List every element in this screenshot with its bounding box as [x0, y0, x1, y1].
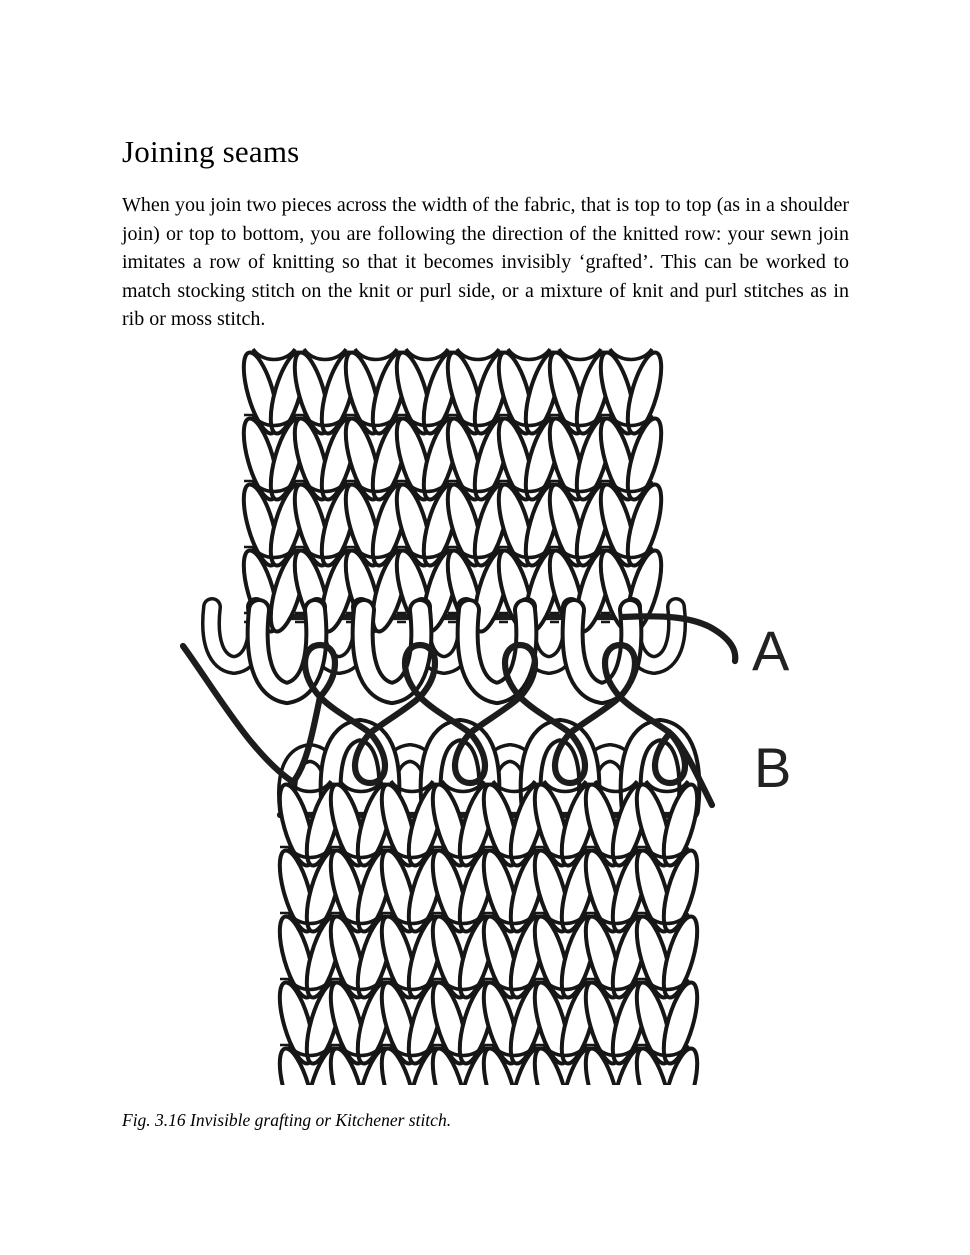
- page-title: Joining seams: [122, 133, 300, 169]
- piece-a-fabric: [237, 349, 668, 635]
- knit-row: [273, 1045, 704, 1085]
- piece-b-fabric: [273, 781, 704, 1085]
- knit-row: [237, 547, 668, 635]
- figure-label-a: A: [752, 619, 790, 682]
- figure-caption: Fig. 3.16 Invisible grafting or Kitchener stitch.: [122, 1109, 452, 1130]
- kitchener-stitch-figure: [170, 345, 800, 1085]
- body-paragraph: When you join two pieces across the width of the fabric, that is top to top (as in a shoulder join) or top to bottom, you are following the direction of the knitted row: your sewn join imitates a row of knitting so that it becomes invisibly ‘grafted’. This can be worked to match stocking stitch on the knit or purl side, or a mixture of knit and purl stitches as in rib or moss stitch.: [122, 194, 849, 331]
- figure-label-b: B: [754, 736, 792, 799]
